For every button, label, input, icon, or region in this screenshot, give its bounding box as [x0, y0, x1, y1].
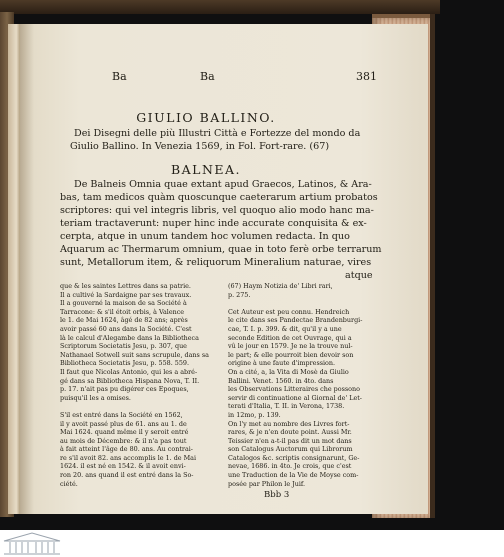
- left-column-line: au mois de Décembre: & il n'a pas tout: [60, 436, 187, 445]
- left-column-line: Nathanael Sotwell suit sans scrupule, dans sa: [60, 350, 209, 359]
- viewer-footer: [0, 530, 504, 557]
- left-column-line: Il a gouverné la maison de sa Société à: [60, 299, 187, 308]
- left-column-line: 1624. il est né en 1542. & il avoit envi-: [60, 462, 186, 471]
- left-column-line: à fait atteint l'âge de 80. ans. Au contrai-: [60, 445, 193, 454]
- library-building-icon: [2, 531, 62, 555]
- right-column-line: rares, & je n'en doute point. Aussi Mr.: [228, 428, 352, 437]
- left-column-line: Il a cultivé la Sardaigne par ses travaux.: [60, 290, 192, 299]
- right-column-line: p. 275.: [228, 290, 251, 299]
- signature-mark: Bbb 3: [264, 490, 290, 500]
- left-column-line: ciété.: [60, 479, 78, 488]
- book-page: [20, 24, 428, 514]
- footnote-column-right: [228, 282, 388, 488]
- right-column-line: On l'y met au nombre des Livres fort-: [228, 419, 350, 428]
- left-column-line: puisqu'il les a omises.: [60, 393, 131, 402]
- right-column-line: le part; & elle pourroit bien devoir son: [228, 350, 354, 359]
- right-column-line: Teissier n'en a-t-il pas dit un mot dans: [228, 436, 352, 445]
- right-column-line: origine à une faute d'impression.: [228, 359, 336, 368]
- right-column-line: On a cité, a, la Vita di Mosè da Giulio: [228, 367, 349, 376]
- balnea-line: atque: [345, 270, 373, 281]
- right-column-line: son Catalogus Auctorum qui Librorum: [228, 445, 353, 454]
- right-column-line: vû le jour en 1579. Je ne la trouve nul-: [228, 342, 353, 351]
- right-column-line: seconde Edition de cet Ouvrage, qui a: [228, 333, 352, 342]
- running-head-center: Ba: [200, 70, 215, 83]
- right-column-line: cae, T. I. p. 399. & dit, qu'il y a une: [228, 324, 342, 333]
- left-column-line: Bibliotheca Societatis Jesu, p. 558. 559.: [60, 359, 190, 368]
- left-column-line: re s'il avoit 82. ans accomplis le 1. de Mai: [60, 453, 197, 462]
- balnea-line: sunt, Metallorum item, & reliquorum Mineralium naturae, vires: [60, 257, 372, 268]
- right-column-line: Ballini. Venet. 1560. in 4to. dans: [228, 376, 334, 385]
- book-cover-right-edge: [430, 14, 435, 518]
- right-column-line: [228, 299, 388, 308]
- entry-ballino-line-1: Dei Disegni delle più Illustri Città e Fortezze del mondo da: [74, 128, 361, 139]
- balnea-line: De Balneis Omnia quae extant apud Graecos, Latinos, & Ara-: [74, 179, 372, 190]
- right-column-line: les Observations Litteraires che possono: [228, 385, 360, 394]
- right-column-line: une Traduction de la Vie de Moyse com-: [228, 471, 359, 480]
- left-column-line: Il faut que Nicolas Antonio, qui les a abré-: [60, 367, 198, 376]
- running-head-left: Ba: [112, 70, 127, 83]
- right-column-line: in 12mo, p. 139.: [228, 410, 281, 419]
- gutter-page-edge: [8, 24, 20, 514]
- left-column-line: là le calcul d'Alegambe dans la Bibliotheca: [60, 333, 199, 342]
- left-column-line: gé dans sa Bibliotheca Hispana Nova, T. II.: [60, 376, 200, 385]
- left-column-line: Mai 1624. quand même il y seroit entré: [60, 428, 189, 437]
- left-column-line: ron 20. ans quand il est entré dans la So-: [60, 471, 194, 480]
- entry-heading-ballino: GIULIO BALLINO.: [136, 110, 276, 125]
- left-column-line: S'il est entré dans la Société en 1562,: [60, 410, 183, 419]
- balnea-line: scriptores: qui vel integris libris, vel quoquo alio modo hanc ma-: [60, 205, 374, 216]
- balnea-line: cerpta, atque in unum tandem hoc volumen redacta. In quo: [60, 231, 350, 242]
- right-column-line: Catalogos &c. scriptis consignarunt, Ge-: [228, 453, 360, 462]
- entry-heading-balnea: BALNEA.: [170, 162, 242, 177]
- left-column-line: avoir passé 60 ans dans la Société. C'est: [60, 324, 192, 333]
- page-number: 381: [356, 70, 377, 83]
- entry-ballino-line-2: Giulio Ballino. In Venezia 1569, in Fol. Fort-rare. (67): [70, 141, 330, 152]
- left-column-line: p. 17. n'ait pas pu digérer ces Epoques,: [60, 385, 189, 394]
- left-column-line: que & les saintes Lettres dans sa patrie.: [60, 282, 191, 290]
- right-column-line: (67) Haym Notizia de' Libri rari,: [228, 282, 333, 290]
- book-cover-top-edge: [0, 0, 440, 14]
- balnea-line: bas, tam medicos quàm quoscunque caeterarum artium probatos: [60, 192, 378, 203]
- left-column-line: Tarracone: & s'il étoit orbis, à Valence: [60, 307, 185, 316]
- right-column-line: posée par Philon le Juif.: [228, 479, 306, 488]
- left-column-line: le 1. de Mai 1624, âgé de 82 ans; après: [60, 316, 188, 325]
- footnote-column-left: [60, 282, 222, 488]
- right-column-line: le cite dans ses Pandectae Brandenburgi-: [228, 316, 363, 325]
- page-text: [20, 24, 392, 514]
- right-column-line: terati d'Italia, T. II. in Verona, 1738.: [228, 402, 345, 411]
- right-column-line: nevae, 1686. in 4to. Je crois, que c'est: [228, 462, 352, 471]
- balnea-line: teriam tractaverunt: nuper hinc inde accurate conquisita & ex-: [60, 218, 367, 229]
- left-column-line: [60, 402, 222, 411]
- balnea-line: Aquarum ac Thermarum omnium, quae in toto ferè orbe terrarum: [60, 244, 382, 255]
- left-column-line: Scriptorum Societatis Jesu, p. 307, que: [60, 342, 187, 351]
- left-column-line: il y avoit passé plus de 61. ans au 1. de: [60, 419, 187, 428]
- right-column-line: servir di continuatione al Giornal de' Let-: [228, 393, 362, 402]
- right-column-line: Cet Auteur est peu connu. Hendreich: [228, 307, 350, 316]
